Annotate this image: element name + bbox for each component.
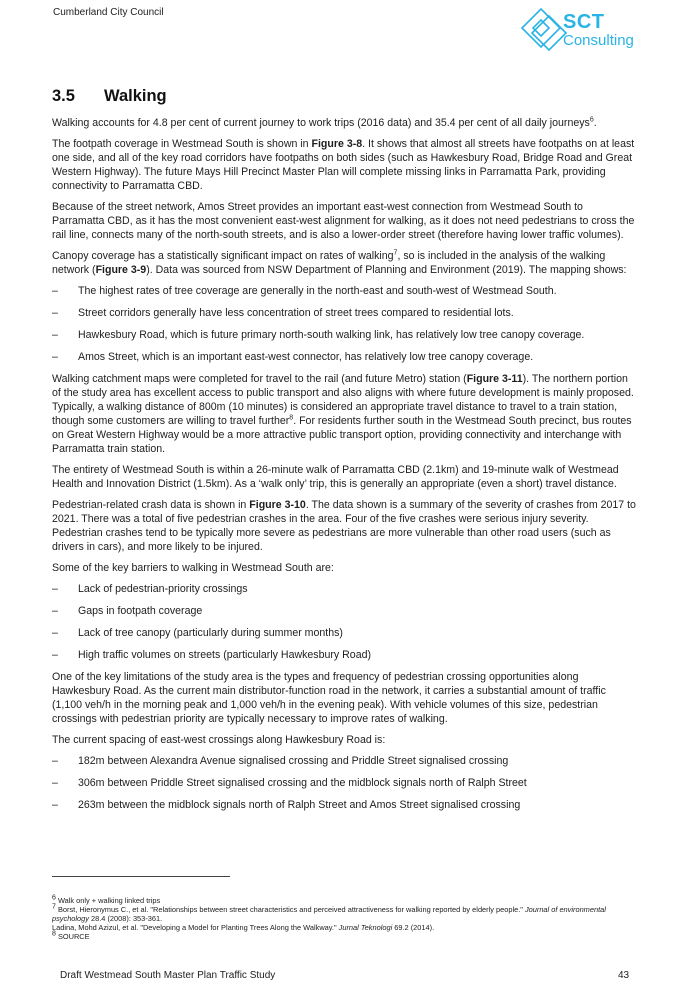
text: Borst, Hieronymus C., et al. "Relationships between street characteristics and perceived attractiveness for walking reported by elderly people." — [55, 905, 525, 914]
list-item: – 182m between Alexandra Avenue signalised crossing and Priddle Street signalised crossing — [52, 754, 636, 768]
footer-page-number: 43 — [618, 970, 630, 981]
paragraph-amos-street: Because of the street network, Amos Street provides an important east-west connection from Westmead South to Parramatta CBD, as it has the most convenient east-west alignment for walking, as it does not need pedestrians to cross the rail line, connects many of the north-south streets, and is also a lower-order street (therefore having lower traffic volumes). — [52, 201, 635, 241]
paragraph-crossing-limitations: One of the key limitations of the study area is the types and frequency of pedestrian crossing opportunities along Hawkesbury Road. As the current main distributor-function road in the network, it carries a substantial amount of traffic (1,100 veh/h in the morning peak and 1,000 veh/h in the evening peak). With vehicle volumes of this size, pedestrian crossings with pedestrian priority are typically necessary to improve rates of walking. — [52, 671, 606, 725]
paragraph-footpath-coverage — [52, 137, 636, 193]
footnote-number: 7 — [52, 903, 56, 911]
barriers-list — [52, 582, 636, 662]
footnote-6 — [52, 896, 632, 905]
journal-title: Jurnal Teknologi — [338, 923, 393, 932]
logo-text-consulting: Consulting — [563, 32, 634, 49]
footnote-8 — [52, 932, 632, 941]
paragraph-canopy-coverage — [52, 249, 636, 277]
list-item: – Lack of pedestrian-priority crossings — [52, 582, 636, 596]
footnotes — [52, 896, 632, 941]
footer-document-title: Draft Westmead South Master Plan Traffic Study — [60, 970, 276, 981]
text: Walk only + walking linked trips — [55, 896, 161, 905]
text: . The data shown is a summary of the severity of crashes from 2017 to 2021. There was a total of five pedestrian crashes in the area. Four of the five crashes were serious injury severity. Pedestrian crashes tend to be typically more severe as pedestrians are more vulnerable than other road users (such as drivers in cars), and more likely to be injured. — [52, 499, 636, 553]
list-item: – The highest rates of tree coverage are generally in the north-east and south-west of Westmead South. — [52, 284, 636, 298]
text: Ladina, Mohd Azizul, et al. "Developing a Model for Planting Trees Along the Walkway." — [52, 923, 339, 932]
figure-ref-3-10[interactable]: Figure 3-10 — [249, 499, 306, 511]
footnote-number: 6 — [52, 894, 56, 902]
paragraph-walking-catchment — [52, 372, 636, 456]
list-item: – High traffic volumes on streets (particularly Hawkesbury Road) — [52, 648, 636, 662]
text: ). Data was sourced from NSW Department of Planning and Environment (2019). The mapping shows: — [146, 264, 627, 276]
footnote-ref-6[interactable]: 6 — [589, 116, 594, 124]
paragraph-crash-data — [52, 498, 636, 554]
list-item: – Amos Street, which is an important east-west connector, has relatively low tree canopy coverage. — [52, 350, 636, 364]
text: . For residents further south in the Westmead South precinct, bus routes on Great Western Highway would be a more attractive public transport option, providing connectivity and interchange with Parramatta train station. — [52, 415, 632, 455]
figure-ref-3-11[interactable]: Figure 3-11 — [466, 373, 523, 385]
journal-title: Journal of environmental psychology — [52, 905, 606, 923]
text: Pedestrian-related crash data is shown in — [52, 499, 250, 511]
footnote-7-continued — [52, 923, 632, 932]
text: , so is included in the analysis of the walking network ( — [52, 250, 606, 276]
footnote-ref-7[interactable]: 7 — [393, 249, 398, 257]
paragraph-barriers-intro: Some of the key barriers to walking in Westmead South are: — [52, 562, 334, 574]
paragraph-walk-times: The entirety of Westmead South is within a 26-minute walk of Parramatta CBD (2.1km) and 19-minute walk of Westmead Health and Innovation District (1.5km). As a ‘walk only’ trip, this is generally an appropriate (even a short) travel distance. — [52, 464, 619, 490]
section-heading — [52, 86, 636, 106]
text: ). The northern portion of the study area has excellent access to public transport and also aligns with where future development is mainly proposed. Typically, a walking distance of 800m (10 minutes) is considered an appropriate travel distance to travel to a train station, though some customers are willing to travel further — [52, 373, 634, 427]
sct-consulting-logo — [519, 6, 637, 58]
text: 69.2 (2014). — [392, 923, 435, 932]
list-item: – Lack of tree canopy (particularly during summer months) — [52, 626, 636, 640]
list-item: – 306m between Priddle Street signalised crossing and the midblock signals north of Ralph Street — [52, 776, 636, 790]
list-item: – Street corridors generally have less concentration of street trees compared to residential lots. — [52, 306, 636, 320]
footnote-divider — [52, 876, 230, 877]
canopy-findings-list — [52, 284, 636, 364]
text: SOURCE — [55, 932, 90, 941]
paragraph-mode-share — [52, 116, 636, 130]
list-item: – Gaps in footpath coverage — [52, 604, 636, 618]
footnote-ref-8[interactable]: 8 — [289, 414, 294, 422]
section-title: Walking — [104, 87, 167, 105]
list-item: – Hawkesbury Road, which is future primary north-south walking link, has relatively low tree canopy coverage. — [52, 328, 636, 342]
footnote-7 — [52, 905, 632, 923]
figure-ref-3-9[interactable]: Figure 3-9 — [95, 264, 147, 276]
text: Walking catchment maps were completed for travel to the rail (and future Metro) station ( — [52, 373, 467, 385]
paragraph-crossing-spacing-intro: The current spacing of east-west crossings along Hawkesbury Road is: — [52, 734, 386, 746]
crossing-spacing-list — [52, 754, 636, 812]
text: . — [593, 117, 597, 129]
text: 28.4 (2008): 353-361. — [88, 914, 163, 923]
figure-ref-3-8[interactable]: Figure 3-8 — [311, 138, 363, 150]
footnote-number: 8 — [52, 930, 56, 938]
text: . It shows that almost all streets have footpaths on at least one side, and all of the key road corridors have footpaths on both sides (such as Hawkesbury Road, Bridge Road and Great Western Highway). The future Mays Hill Precinct Master Plan will complete missing links in Parramatta Park, providing connectivity to Parramatta CBD. — [52, 138, 635, 192]
text: The footpath coverage in Westmead South is shown in — [52, 138, 312, 150]
main-content — [52, 86, 636, 820]
text: Walking accounts for 4.8 per cent of current journey to work trips (2016 data) and 35.4 per cent of all daily journeys — [52, 117, 590, 129]
logo-text-sct: SCT — [563, 11, 605, 33]
section-number: 3.5 — [52, 87, 75, 105]
list-item: – 263m between the midblock signals north of Ralph Street and Amos Street signalised crossing — [52, 798, 636, 812]
header-organisation: Cumberland City Council — [53, 7, 164, 18]
text: Canopy coverage has a statistically significant impact on rates of walking — [52, 250, 394, 262]
